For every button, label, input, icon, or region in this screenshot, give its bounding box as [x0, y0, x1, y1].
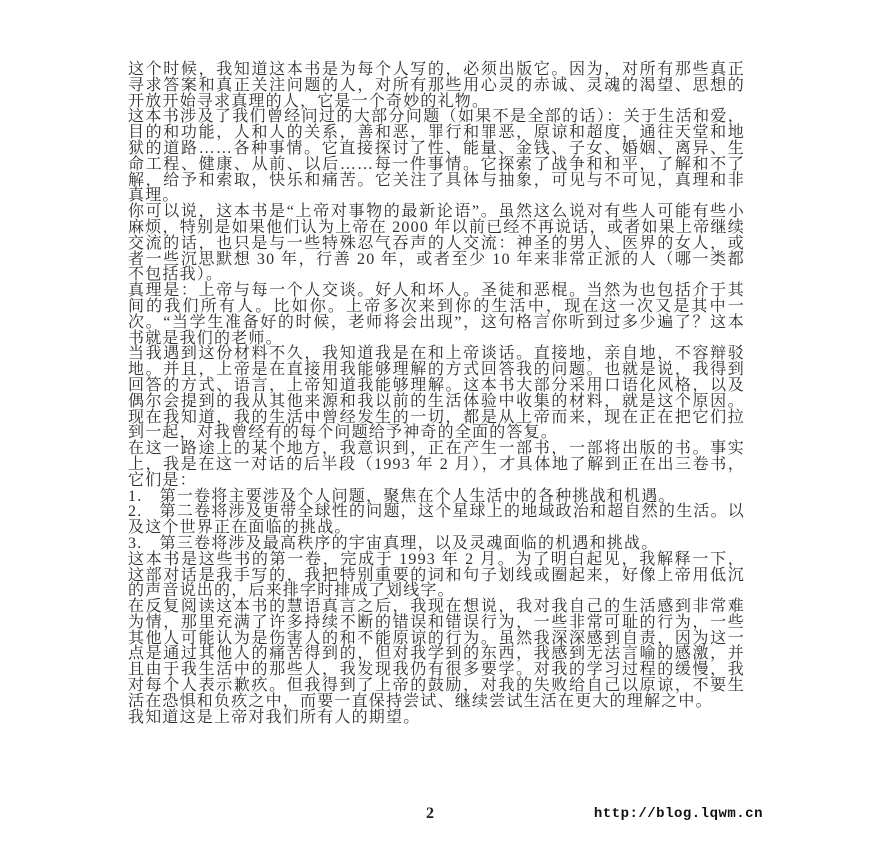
page-number: 2 [426, 805, 434, 822]
list-item-volume-1: 1. 第一卷将主要涉及个人问题，聚焦在个人生活中的各种挑战和机遇。 [128, 487, 676, 505]
paragraph: 在这一路途上的某个地方，我意识到，正在产生一部书，一部将出版的书。事实上，我是在这一对话的后半段（1993 年 2 月），才具体地了解到正在出三卷书，它们是： [128, 440, 745, 489]
paragraph: 我知道这是上帝对我们所有人的期望。 [128, 708, 421, 726]
footer-url: http://blog.lqwm.cn [593, 806, 763, 822]
list-item-volume-2: 2. 第二卷将涉及更带全球性的问题，这个星球上的地域政治和超自然的生活。以及这个世界正在面临的挑战。 [128, 503, 745, 537]
paragraph: 这个时候，我知道这本书是为每个人写的，必须出版它。因为，对所有那些真正寻求答案和真正关注问题的人，对所有那些用心灵的赤诚、灵魂的渴望、思想的开放开始寻求真理的人，它是一个奇妙的礼物。 [128, 61, 745, 110]
paragraph: 在反复阅读这本书的慧语真言之后，我现在想说，我对我自己的生活感到非常难为情，那里充满了许多持续不断的错误和错误行为，一些非常可耻的行为，一些其他人可能认为是伤害人的和不能原谅的行为。虽然我深深感到自责，因为这一点是通过其他人的痛苦得到的，但对我学到的东西，我感到无法言喻的感激，并且由于我生活中的那些人，我发现我仍有很多要学。对我的学习过程的缓慢，我对每个人表示歉疚。但我得到了上帝的鼓励，对我的失败给自己以原谅，不要生活在恐惧和负疚之中，而要一直保持尝试、继续尝试生活在更大的理解之中。 [128, 598, 745, 710]
paragraph: 当我遇到这份材料不久，我知道我是在和上帝谈话。直接地，亲自地，不容辩驳地。并且，上帝是在直接用我能够理解的方式回答我的问题。也就是说，我得到回答的方式、语言，上帝知道我能够理解。这本书大部分采用口语化风格，以及偶尔会提到的我从其他来源和我以前的生活体验中收集的材料，就是这个原因。现在我知道，我的生活中曾经发生的一切，都是从上帝而来，现在正在把它们拉到一起，对我曾经有的每个问题给予神奇的全面的答复。 [128, 345, 745, 442]
paragraph: 这本书涉及了我们曾经问过的大部分问题（如果不是全部的话）：关于生活和爱，目的和功能，人和人的关系，善和恶，罪行和罪恶，原谅和超度，通往天堂和地狱的道路……各种事情。它直接探讨了性、能量、金钱、子女、婚姻、离异、生命工程、健康、从前、以后……每一件事情。它探索了战争和和平，了解和不了解，给予和索取，快乐和痛苦。它关注了具体与抽象，可见与不可见，真理和非真理。 [128, 108, 745, 205]
paragraph: 这本书是这些书的第一卷，完成于 1993 年 2 月。为了明白起见，我解释一下，这部对话是我手写的，我把特别重要的词和句子划线或圈起来，好像上帝用低沉的声音说出的，后来排字时排成了划线字。 [128, 550, 745, 600]
list-item-volume-3: 3. 第三卷将涉及最高秩序的宇宙真理，以及灵魂面临的机遇和挑战。 [128, 534, 659, 552]
paragraph: 真理是：上帝与每一个人交谈。好人和坏人。圣徒和恶棍。当然为也包括介于其间的我们所有人。比如你。上帝多次来到你的生活中，现在这一次又是其中一次。“当学生准备好的时候，老师将会出现”，这句格言你听到过多少遍了？这本书就是我们的老师。 [128, 282, 745, 347]
paragraph: 你可以说，这本书是“上帝对事物的最新论语”。虽然这么说对有些人可能有些小麻烦，特别是如果他们认为上帝在 2000 年以前已经不再说话，或者如果上帝继续交流的话，也只是与一些特殊忍气吞声的人交流：神圣的男人、医界的女人，或者一些沉思默想 30 年，行善 20 年，或者至少 10 年来非常正派的人（哪一类都不包括我）。 [128, 203, 745, 284]
body-text [128, 62, 745, 725]
